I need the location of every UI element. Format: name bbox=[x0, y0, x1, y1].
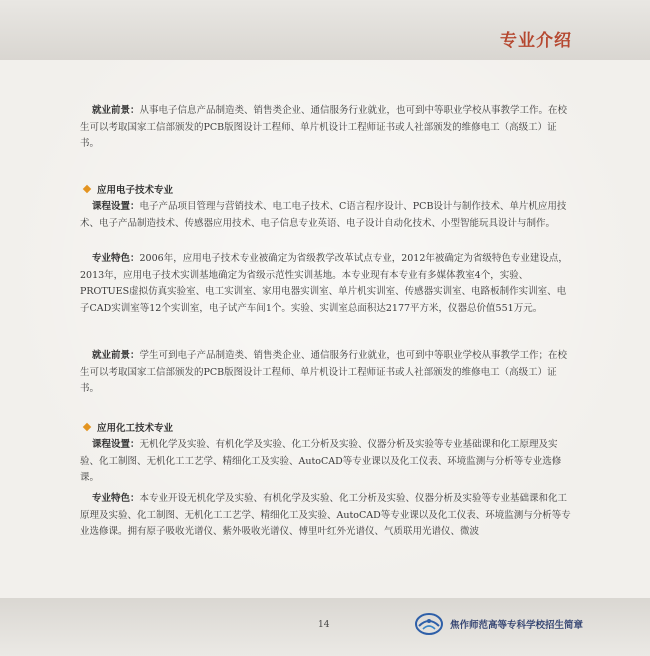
paragraph-chemical-courses bbox=[80, 437, 574, 487]
school-emblem-icon bbox=[414, 612, 444, 636]
paragraph-lead: 专业特色： bbox=[92, 493, 140, 504]
paragraph-chemical-features bbox=[80, 491, 574, 541]
footer-school-name: 焦作师范高等专科学校招生简章 bbox=[450, 620, 584, 631]
paragraph-text: 本专业开设无机化学及实验、有机化学及实验、化工分析及实验、仪器分析及实验等专业基础课和化工原理及实验、化工制图、无机化工工艺学、精细化工及实验、AutoCAD等专业课以及化工仪表、环境监测与分析等专业选修课。拥有原子吸收光谱仪、紫外吸收光谱仪、傅里叶红外光谱仪、气质联用光谱仪、微波 bbox=[80, 493, 571, 537]
section-title-text: 应用化工技术专业 bbox=[97, 423, 174, 434]
paragraph-text: 学生可到电子产品制造类、销售类企业、通信服务行业就业，也可到中等职业学校从事教学工作；在校生可以考取国家工信部颁发的PCB版图设计工程师、单片机设计工程师证书或人社部颁发的维修电工（高级工）证书。 bbox=[80, 350, 568, 394]
paragraph-text: 电子产品项目管理与营销技术、电工电子技术、C语言程序设计、PCB设计与制作技术、单片机应用技术、电子产品制造技术、传感器应用技术、电子信息专业英语、电子设计自动化技术、小型智能玩具设计与制作。 bbox=[80, 201, 567, 229]
section-title-text: 应用电子技术专业 bbox=[97, 185, 174, 196]
header-band bbox=[0, 0, 650, 60]
paragraph-electronics-courses bbox=[80, 199, 574, 232]
paragraph-text: 从事电子信息产品制造类、销售类企业、通信服务行业就业，也可到中等职业学校从事教学工作。在校生可以考取国家工信部颁发的PCB版图设计工程师、单片机设计工程师证书或人社部颁发的维修电工（高级工）证书。 bbox=[80, 105, 568, 149]
paragraph-electronics-features bbox=[80, 251, 574, 317]
paragraph-lead: 课程设置： bbox=[92, 201, 140, 212]
section-title-applied-electronics bbox=[84, 182, 173, 196]
bullet-diamond-icon bbox=[83, 423, 91, 431]
page-number: 14 bbox=[318, 620, 330, 630]
bullet-diamond-icon bbox=[83, 185, 91, 193]
paragraph-employment-intro bbox=[80, 103, 574, 153]
section-title-applied-chemical bbox=[84, 420, 173, 434]
paragraph-lead: 专业特色： bbox=[92, 253, 140, 264]
paragraph-lead: 就业前景： bbox=[92, 105, 140, 116]
page-title: 专业介绍 bbox=[500, 31, 572, 51]
paragraph-lead: 课程设置： bbox=[92, 439, 140, 450]
paragraph-electronics-employment bbox=[80, 348, 574, 398]
paragraph-lead: 就业前景： bbox=[92, 350, 140, 361]
paragraph-text: 2006年，应用电子技术专业被确定为省级教学改革试点专业，2012年被确定为省级特色专业建设点，2013年，应用电子技术实训基地确定为省级示范性实训基地。本专业现有本专业有多媒体教室4个，实验、PROTUES虚拟仿真实验室、电工实训室、家用电器实训室、单片机实训室、传感器实训室、电路板制作实训室、电子CAD实训室等12个实训室，电子试产车间1个。实验、实训室总面积达2177平方米，仪器总价值551万元。 bbox=[80, 253, 568, 314]
paragraph-text: 无机化学及实验、有机化学及实验、化工分析及实验、仪器分析及实验等专业基础课和化工原理及实验、化工制图、无机化工工艺学、精细化工及实验、AutoCAD等专业课以及化工仪表、环境监测与分析等专业选修课。 bbox=[80, 439, 562, 483]
